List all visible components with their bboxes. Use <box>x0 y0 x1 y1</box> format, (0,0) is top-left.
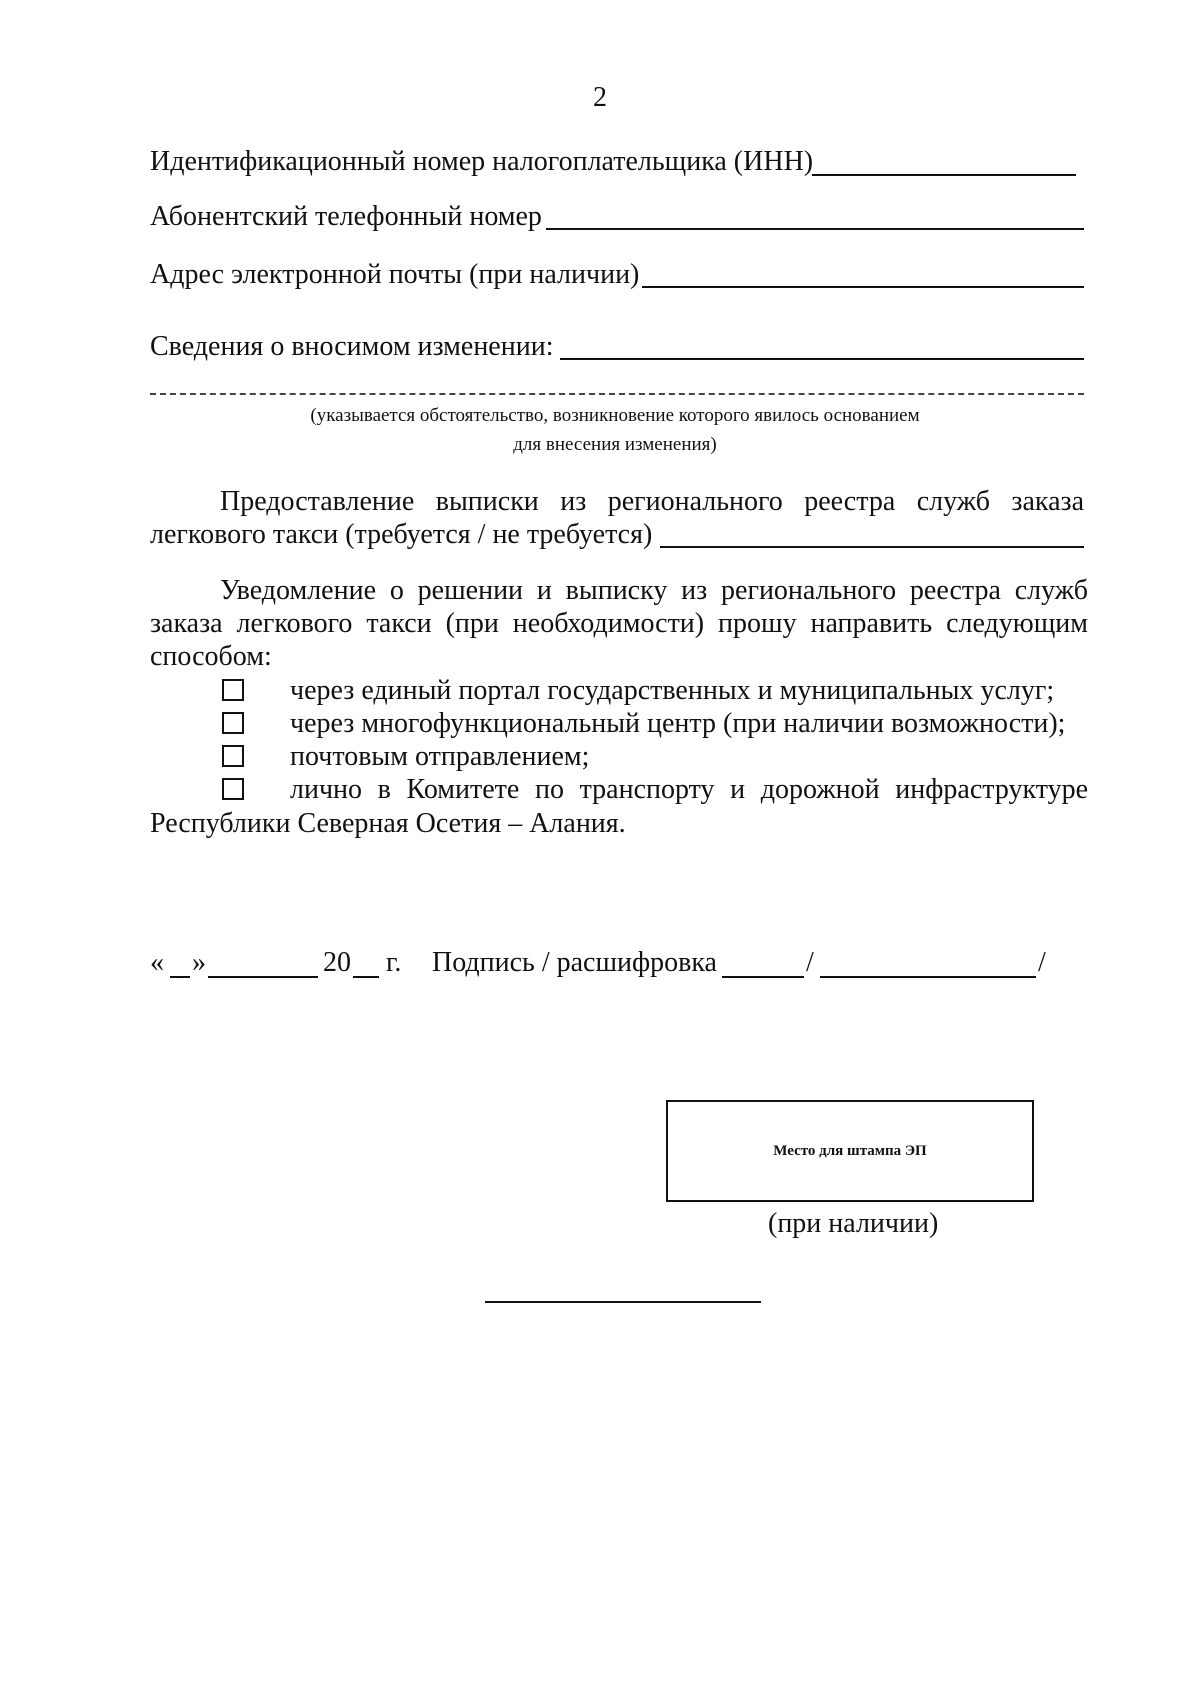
signature-field[interactable] <box>722 976 804 978</box>
notification-text-line1: Уведомление о решении и выписку из регионального реестра служб <box>220 575 1088 606</box>
checkbox-in-person[interactable] <box>222 778 244 800</box>
signature-label: Подпись / расшифровка <box>432 947 717 978</box>
extract-text-line2: легкового такси (требуется / не требуется) <box>150 519 653 550</box>
signature-decoding-field[interactable] <box>820 976 1036 978</box>
change-field[interactable] <box>560 358 1084 360</box>
option-mfc-label: через многофункциональный центр (при наличии возможности); <box>290 708 1066 739</box>
option-portal-label: через единый портал государственных и муниципальных услуг; <box>290 675 1055 706</box>
change-label: Сведения о вносимом изменении: <box>150 331 554 362</box>
notification-text-line3: способом: <box>150 641 272 672</box>
closing-rule <box>485 1301 761 1303</box>
stamp-caption: (при наличии) <box>768 1208 939 1239</box>
signature-slash-2: / <box>1038 947 1046 978</box>
stamp-box <box>666 1100 1034 1202</box>
phone-label: Абонентский телефонный номер <box>150 201 542 232</box>
date-year-prefix: 20 <box>323 947 351 978</box>
email-field[interactable] <box>642 286 1084 288</box>
date-month-field[interactable] <box>208 976 318 978</box>
option-mail-label: почтовым отправлением; <box>290 741 590 772</box>
option-in-person-label: лично в Комитете по транспорту и дорожной инфраструктуре <box>290 774 1088 805</box>
change-note-line1: (указывается обстоятельство, возникновение которого явилось основанием <box>310 405 920 426</box>
date-year-field[interactable] <box>353 976 379 978</box>
extract-text-line1: Предоставление выписки из регионального реестра служб заказа <box>220 486 1084 517</box>
date-day-field[interactable] <box>170 976 190 978</box>
inn-field[interactable] <box>812 174 1076 176</box>
email-label: Адрес электронной почты (при наличии) <box>150 259 640 290</box>
change-field-continuation[interactable] <box>150 393 1084 395</box>
date-close-quote: » <box>192 947 206 978</box>
checkbox-mfc[interactable] <box>222 712 244 734</box>
change-note-line2: для внесения изменения) <box>513 434 717 455</box>
phone-field[interactable] <box>546 228 1084 230</box>
signature-slash-1: / <box>806 947 814 978</box>
inn-label: Идентификационный номер налогоплательщика (ИНН) <box>150 146 814 177</box>
notification-text-line2: заказа легкового такси (при необходимости) прошу направить следующим <box>150 608 1088 639</box>
checkbox-portal[interactable] <box>222 679 244 701</box>
extract-field[interactable] <box>660 546 1084 548</box>
page-number: 2 <box>593 82 607 113</box>
date-open-quote: « <box>150 947 164 978</box>
option-in-person-label-cont: Республики Северная Осетия – Алания. <box>150 808 626 839</box>
date-year-suffix: г. <box>386 947 402 978</box>
checkbox-mail[interactable] <box>222 745 244 767</box>
stamp-box-text: Место для штампа ЭП <box>773 1142 927 1159</box>
